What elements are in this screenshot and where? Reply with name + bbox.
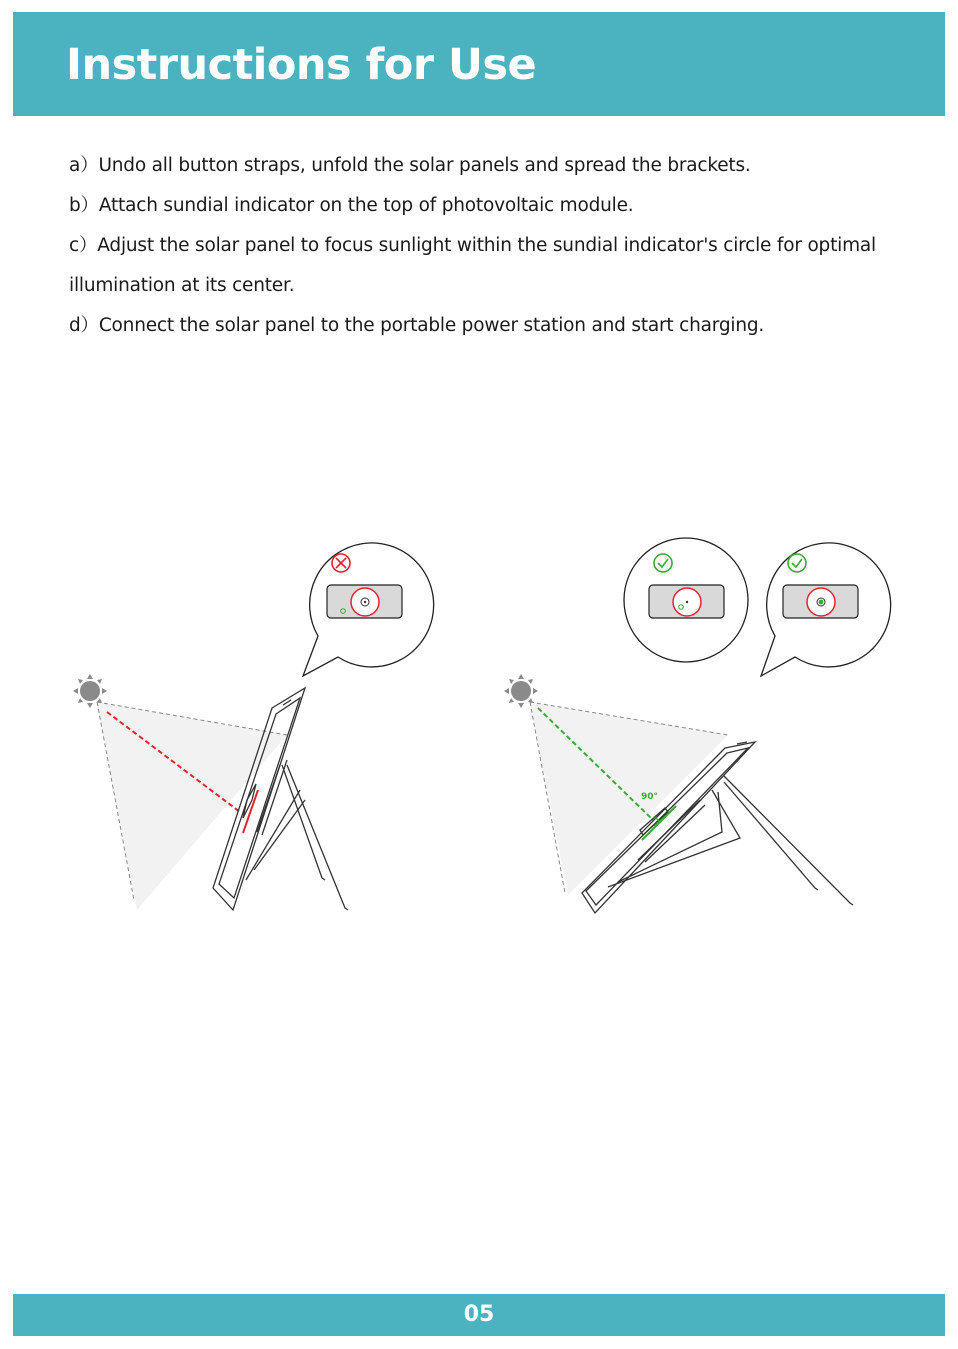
- light-cone: [97, 702, 287, 910]
- sun-icon: [73, 674, 107, 708]
- callout-bubble: [761, 543, 891, 676]
- callout-bubble: [303, 543, 434, 676]
- sundial-alignment-illustration: [0, 500, 958, 920]
- header-bar: [13, 12, 945, 116]
- incorrect-setup: [73, 543, 434, 910]
- step-text: Undo all button straps, unfold the solar panels and spread the brackets.: [98, 155, 751, 176]
- callout-bubble: [624, 538, 748, 662]
- correct-setup: [504, 538, 891, 913]
- right-angle-label: 90°: [641, 792, 659, 802]
- step-marker: d）: [69, 315, 99, 336]
- instruction-step-b: [69, 186, 899, 226]
- step-text: Attach sundial indicator on the top of photovoltaic module.: [98, 195, 634, 216]
- step-text: Connect the solar panel to the portable power station and start charging.: [98, 315, 765, 336]
- step-marker: c）: [69, 235, 98, 256]
- instruction-step-a: [69, 146, 899, 186]
- step-marker: b）: [69, 195, 99, 216]
- instruction-step-d: [69, 306, 899, 346]
- step-text: Adjust the solar panel to focus sunlight within the sundial indicator's circle for optimal illumination at its center.: [69, 235, 876, 296]
- solar-panel: [213, 688, 348, 910]
- page-number: 05: [463, 1302, 495, 1327]
- footer-bar: [13, 1294, 945, 1336]
- step-marker: a）: [69, 155, 99, 176]
- page-title: Instructions for Use: [66, 40, 537, 90]
- instruction-step-c: [69, 226, 899, 306]
- instructions-list: [69, 146, 899, 346]
- sun-icon: [504, 674, 538, 708]
